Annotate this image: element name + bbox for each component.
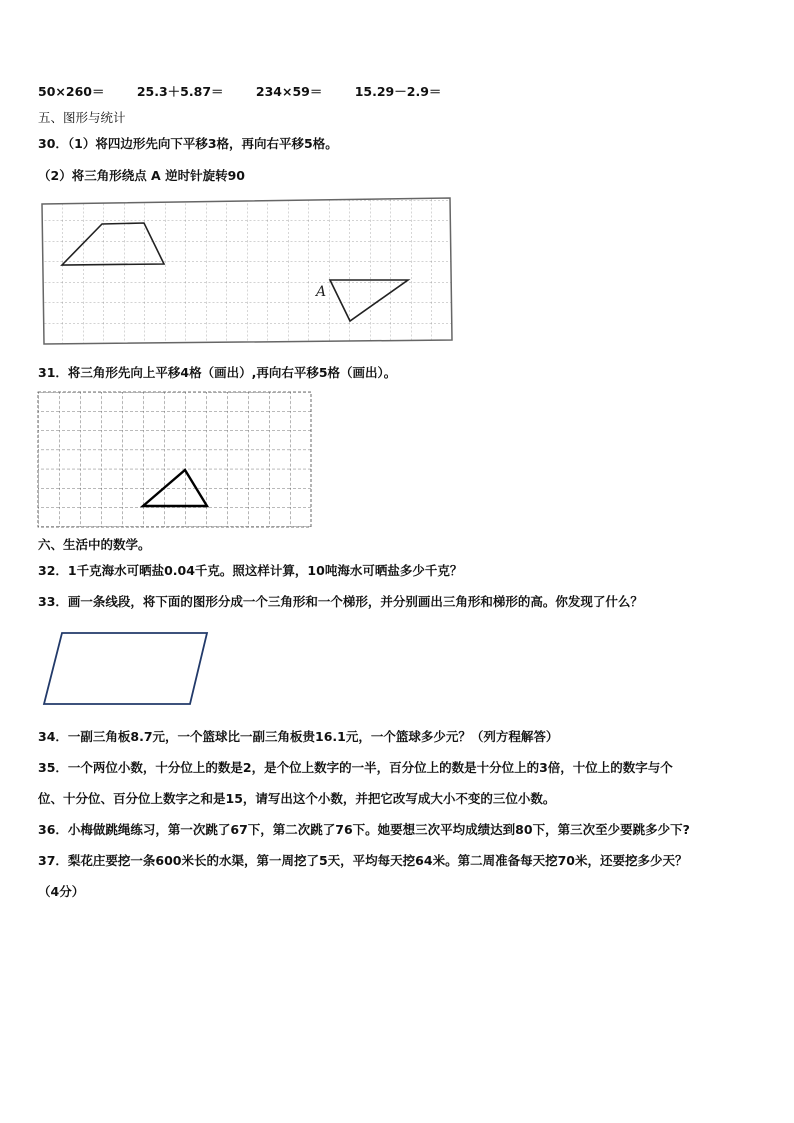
question-33: 33．画一条线段，将下面的图形分成一个三角形和一个梯形，并分别画出三角形和梯形的高。你发现了什么？ xyxy=(38,594,643,609)
q30-grid-figure xyxy=(40,196,454,346)
question-35-line-2: 位、十分位、百分位上数字之和是15，请写出这个小数，并把它改写成大小不变的三位小数。 xyxy=(38,791,556,806)
q33-parallelogram-figure xyxy=(40,630,212,708)
question-34: 34．一副三角板8.7元，一个篮球比一副三角板贵16.1元，一个篮球多少元？（列方程解答） xyxy=(38,729,559,744)
calc-item-3: 234×59＝ xyxy=(255,84,323,99)
question-37: 37．梨花庄要挖一条600米长的水渠，第一周挖了5天，平均每天挖64米。第二周准备每天挖70米，还要挖多少天？ xyxy=(38,853,688,868)
calc-item-4: 15.29－2.9＝ xyxy=(354,84,442,99)
grid-border xyxy=(42,198,452,344)
calc-item-2: 25.3＋5.87＝ xyxy=(136,84,224,99)
calc-row xyxy=(38,84,469,100)
question-37-points: （4分） xyxy=(38,884,85,899)
question-36: 36．小梅做跳绳练习，第一次跳了67下，第二次跳了76下。她要想三次平均成绩达到80下，第三次至少要跳多少下? xyxy=(38,822,690,837)
section-5-title: 五、图形与统计 xyxy=(38,110,126,125)
section-6-title: 六、生活中的数学。 xyxy=(38,537,151,552)
question-30-part-2: （2）将三角形绕点 A 逆时针旋转90 xyxy=(38,168,245,183)
point-a-label: A xyxy=(316,284,327,300)
question-30-part-1: 30．（1）将四边形先向下平移3格，再向右平移5格。 xyxy=(38,136,338,151)
q31-grid-figure xyxy=(37,391,313,529)
question-32: 32．1千克海水可晒盐0.04千克。照这样计算，10吨海水可晒盐多少千克？ xyxy=(38,563,463,578)
parallelogram-shape xyxy=(44,633,207,704)
question-35-line-1: 35．一个两位小数，十分位上的数是2，是个位上数字的一半，百分位上的数是十分位上的3倍，十位上的数字与个 xyxy=(38,760,673,775)
calc-item-1: 50×260＝ xyxy=(38,84,105,99)
question-31: 31．将三角形先向上平移4格（画出）,再向右平移5格（画出）。 xyxy=(38,365,397,380)
